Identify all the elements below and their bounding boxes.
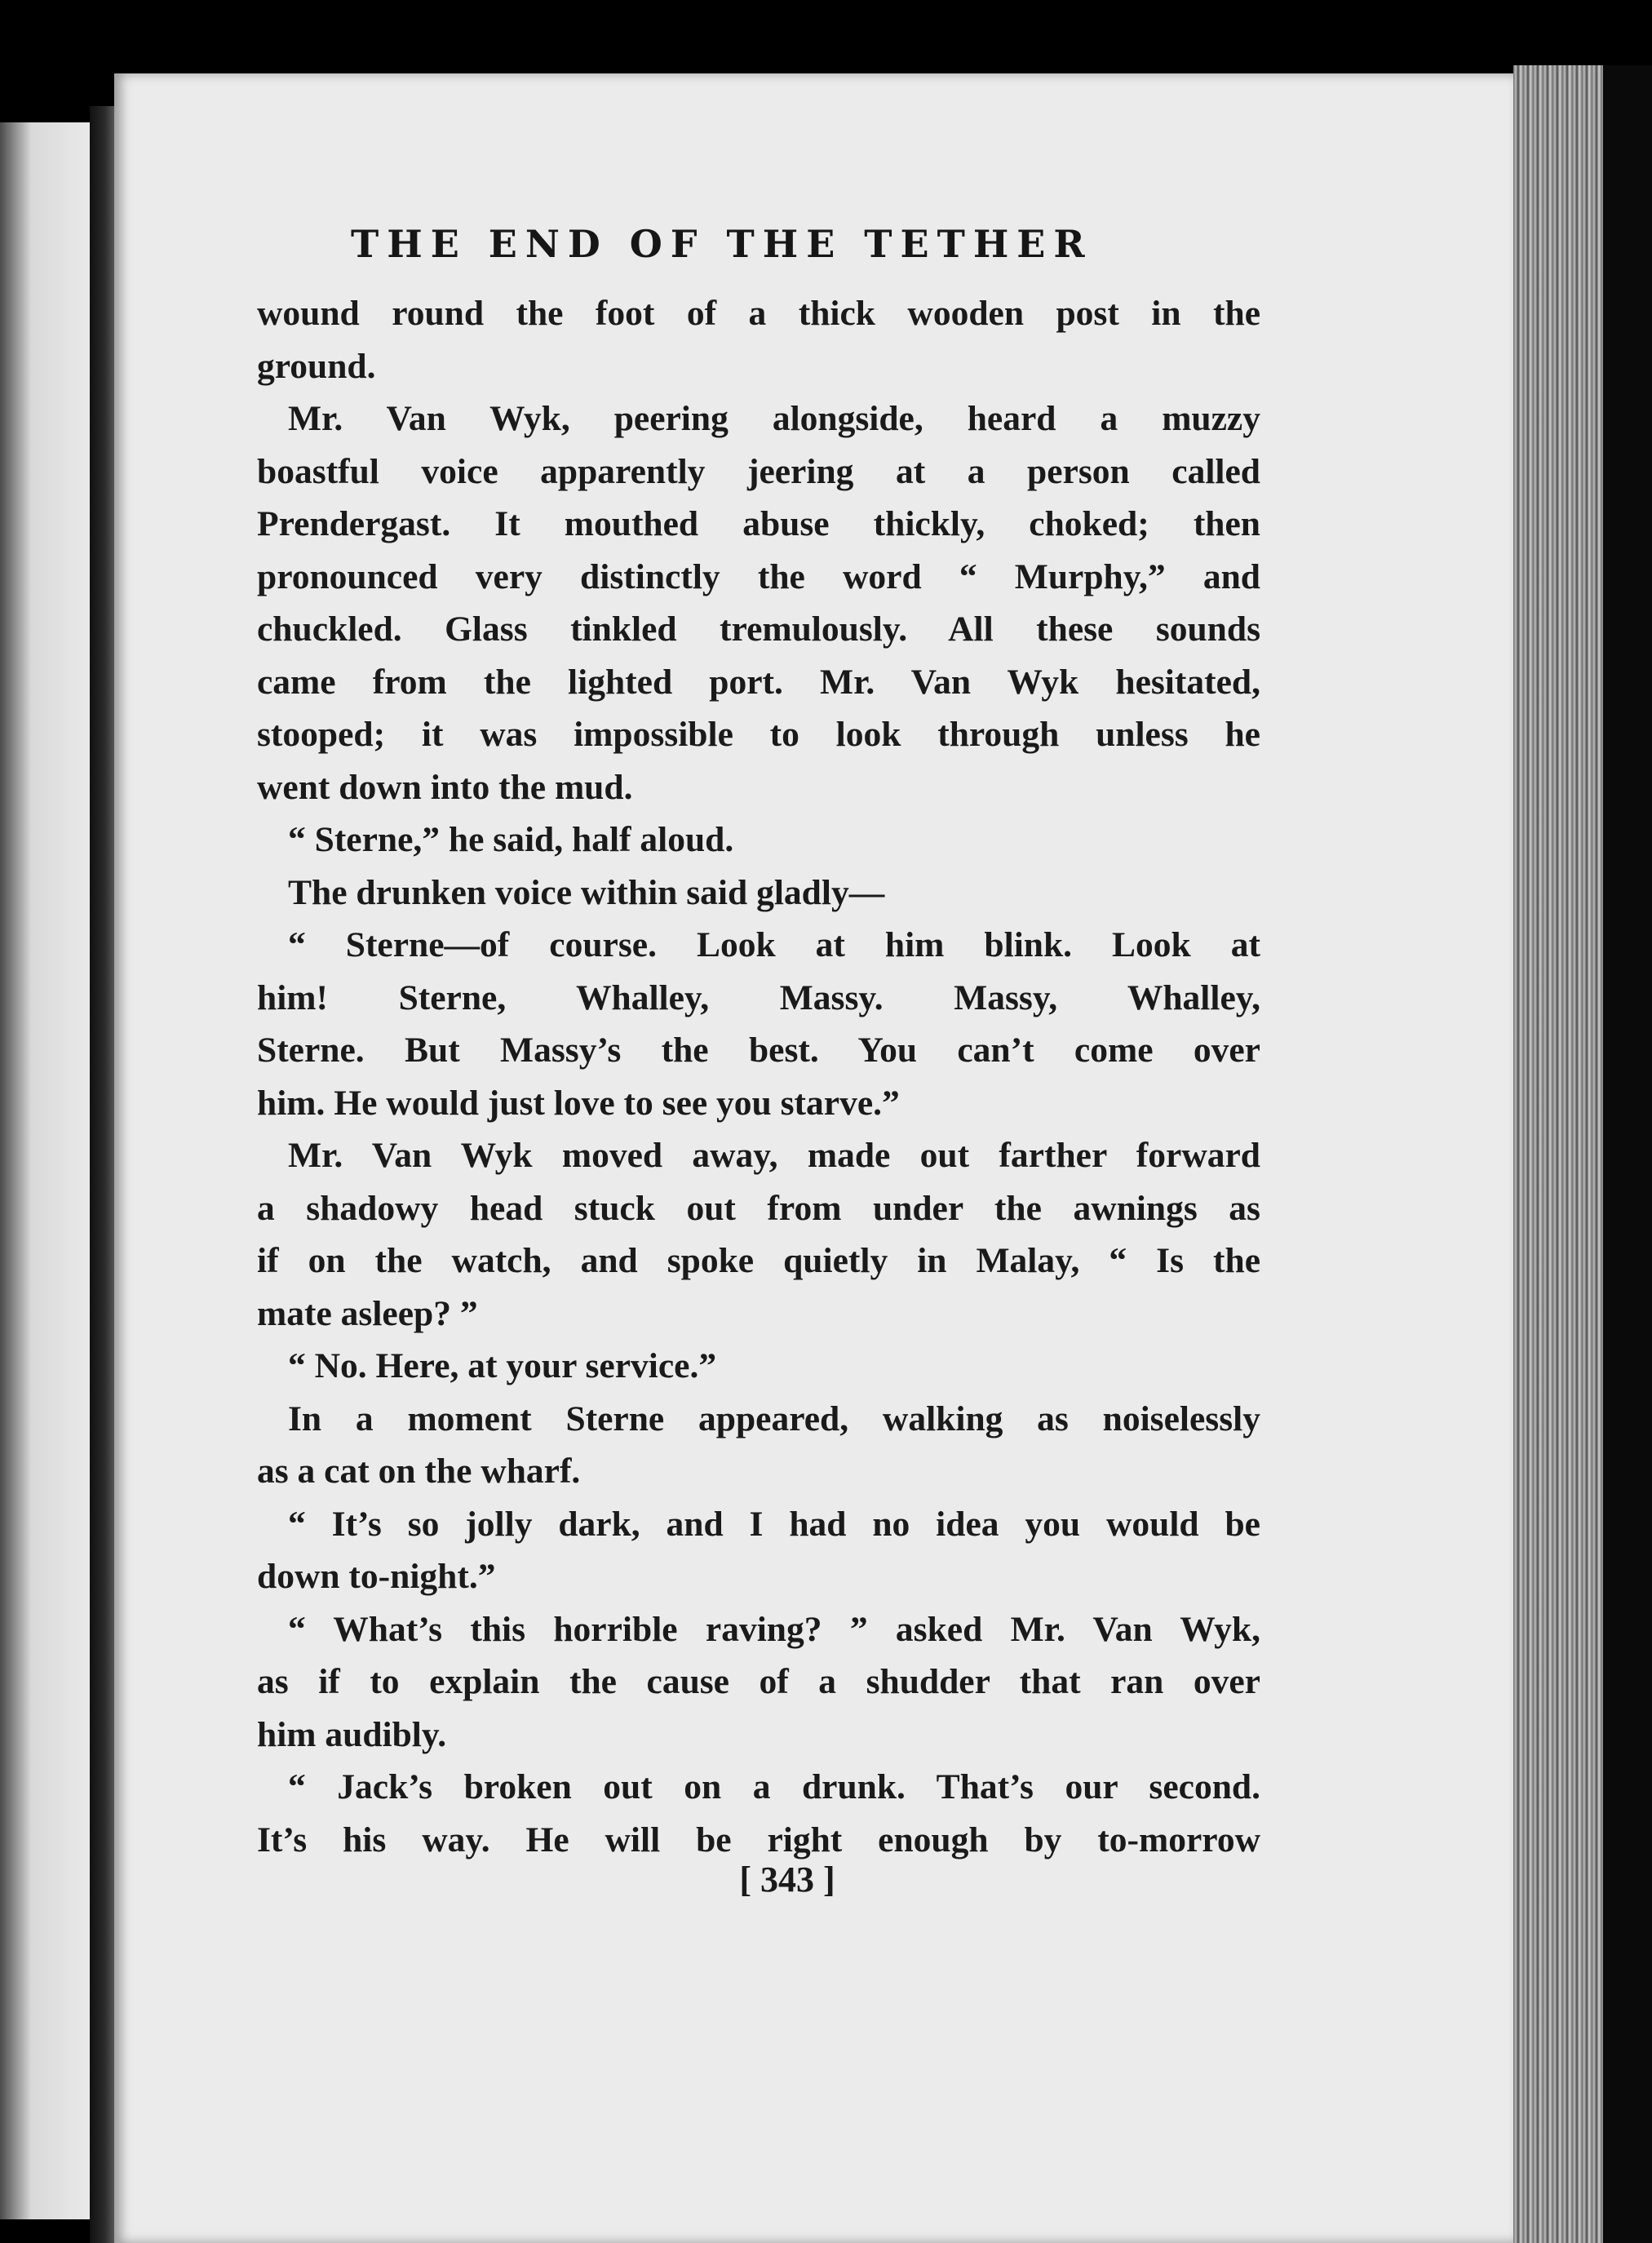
- text-line: It’s his way. He will be right enough by to-morrow: [257, 1820, 1260, 1860]
- text-line: “ Sterne—of course. Look at him blink. Look at: [288, 925, 1260, 964]
- running-head: THE END OF THE TETHER: [351, 222, 1093, 266]
- text-line: Mr. Van Wyk, peering alongside, heard a muzzy: [288, 399, 1260, 438]
- binding-gutter: [90, 106, 114, 2243]
- text-line: chuckled. Glass tinkled tremulously. All these sounds: [257, 610, 1260, 649]
- text-line: “ Jack’s broken out on a drunk. That’s our second.: [288, 1767, 1260, 1806]
- text-line: down to-night.”: [257, 1557, 496, 1596]
- text-line: “ It’s so jolly dark, and I had no idea you would be: [288, 1504, 1260, 1544]
- text-line: as if to explain the cause of a shudder that ran over: [257, 1662, 1260, 1701]
- scan-border: [1603, 65, 1652, 2243]
- text-line: The drunken voice within said gladly—: [288, 872, 885, 912]
- body-text: [257, 287, 1260, 1866]
- text-line: “ Sterne,” he said, half aloud.: [288, 820, 734, 859]
- text-line: him. He would just love to see you starve.”: [257, 1083, 900, 1123]
- text-line: “ What’s this horrible raving? ” asked Mr. Van Wyk,: [288, 1609, 1260, 1649]
- text-line: “ No. Here, at your service.”: [288, 1346, 717, 1385]
- text-line: came from the lighted port. Mr. Van Wyk hesitated,: [257, 662, 1260, 702]
- text-line: wound round the foot of a thick wooden post in the: [257, 294, 1260, 333]
- text-line: pronounced very distinctly the word “ Murphy,” and: [257, 556, 1260, 596]
- page-number: [ 343 ]: [739, 1860, 835, 1899]
- text-line: Prendergast. It mouthed abuse thickly, choked; then: [257, 504, 1260, 543]
- text-line: if on the watch, and spoke quietly in Malay, “ Is the: [257, 1241, 1260, 1280]
- text-line: a shadowy head stuck out from under the awnings as: [257, 1188, 1260, 1228]
- text-line: stooped; it was impossible to look through unless he: [257, 715, 1260, 754]
- text-line: as a cat on the wharf.: [257, 1452, 581, 1491]
- facing-page-edge: [0, 122, 90, 2219]
- text-line: boastful voice apparently jeering at a person called: [257, 451, 1260, 491]
- text-line: In a moment Sterne appeared, walking as noiselessly: [288, 1399, 1260, 1438]
- text-line: Sterne. But Massy’s the best. You can’t come over: [257, 1031, 1260, 1070]
- text-line: went down into the mud.: [257, 767, 633, 807]
- text-line: him! Sterne, Whalley, Massy. Massy, Whalley,: [257, 977, 1260, 1017]
- text-line: Mr. Van Wyk moved away, made out farther forward: [288, 1136, 1260, 1175]
- text-line: ground.: [257, 346, 376, 386]
- page-edges: [1513, 65, 1603, 2243]
- text-line: him audibly.: [257, 1714, 447, 1754]
- text-line: mate asleep? ”: [257, 1293, 478, 1333]
